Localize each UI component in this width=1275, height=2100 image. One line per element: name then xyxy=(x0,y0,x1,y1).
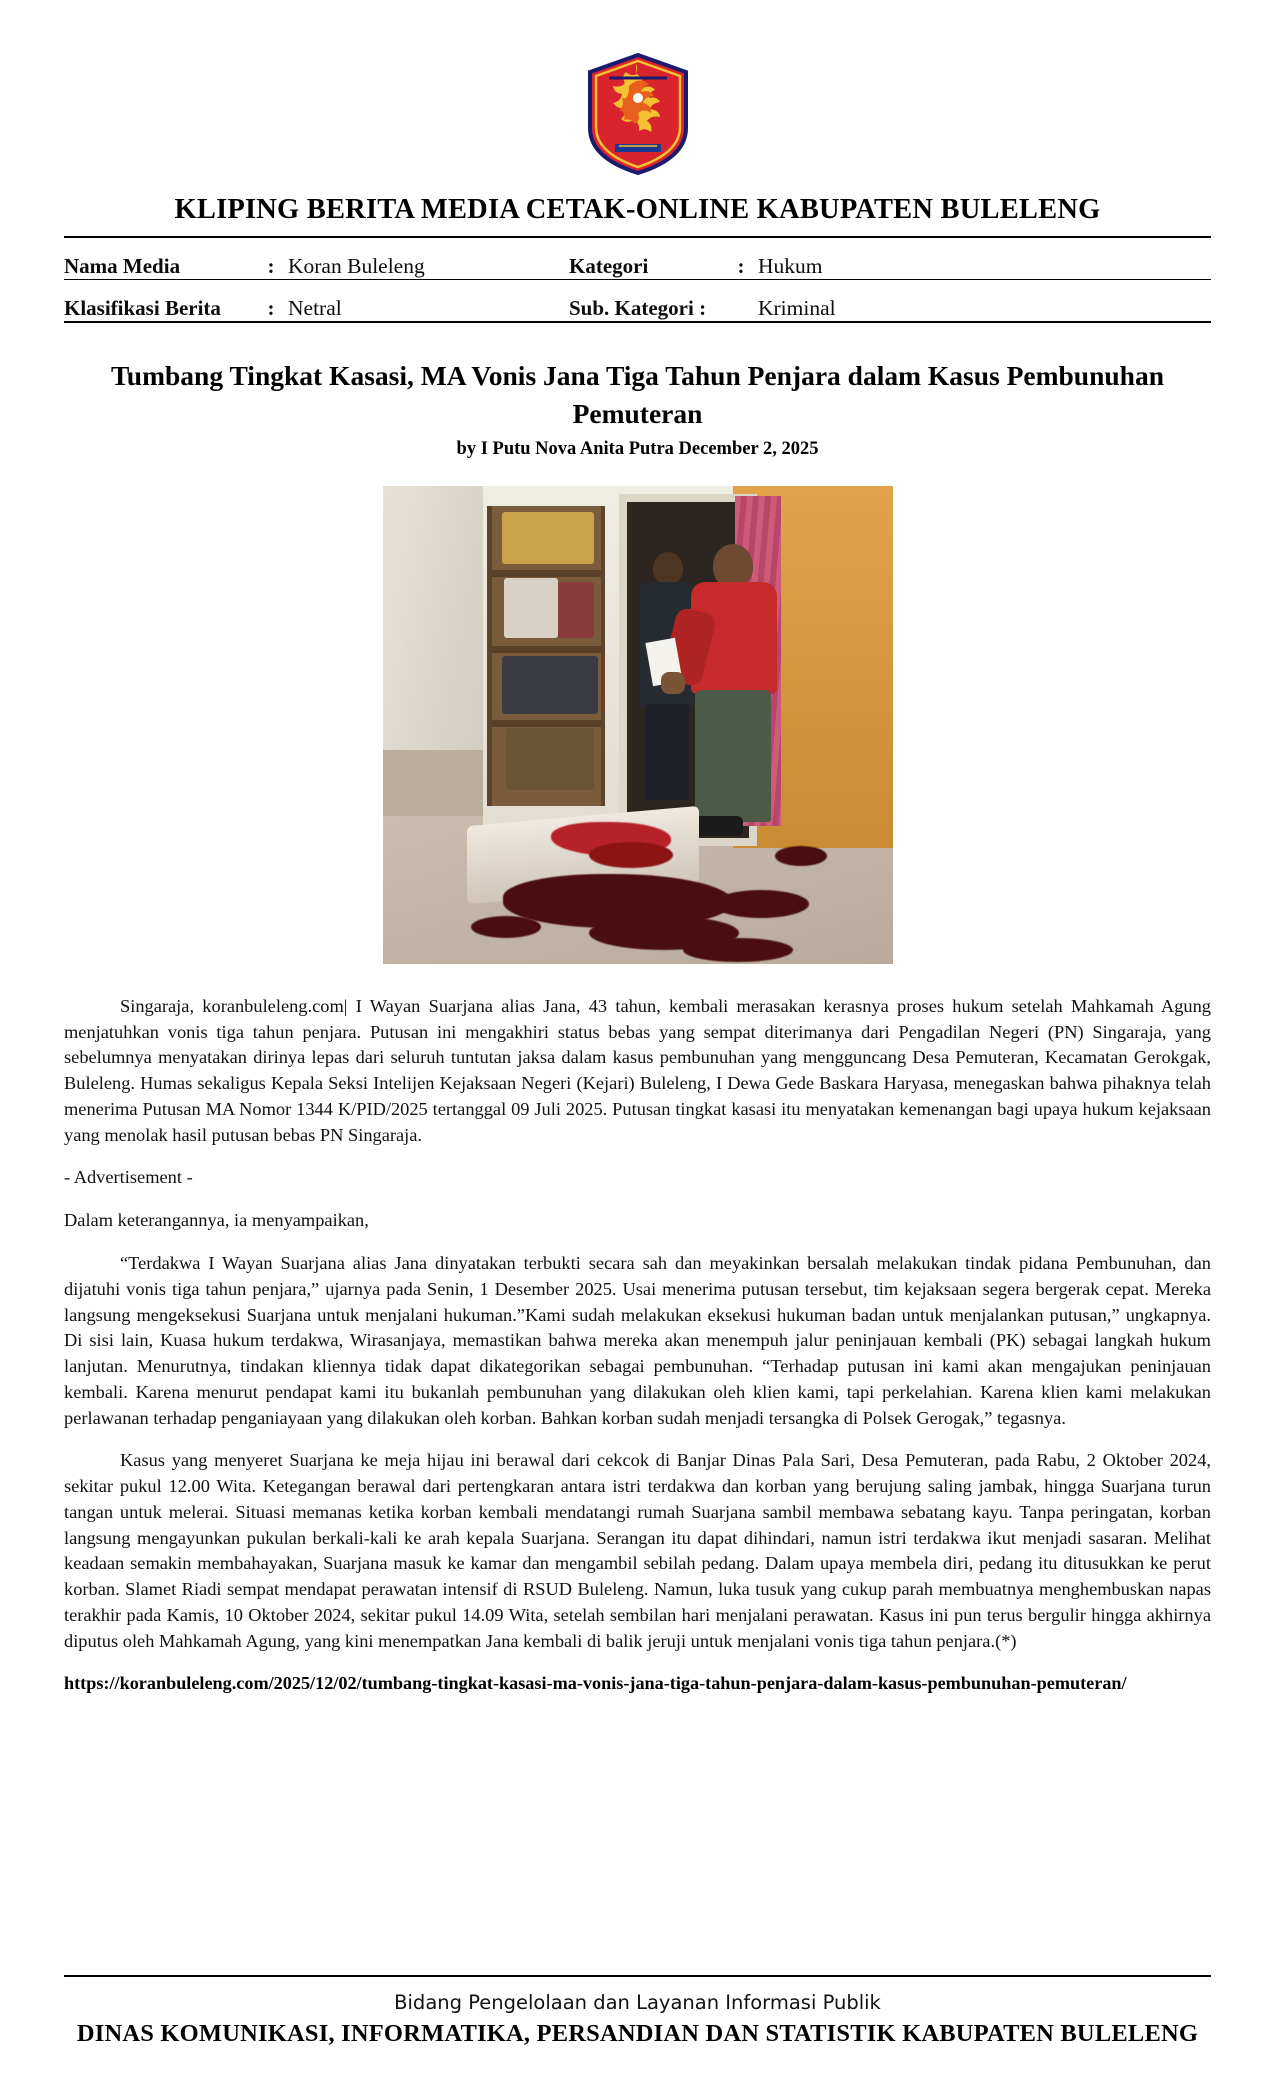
meta-nama-media xyxy=(64,254,569,279)
document-title: KLIPING BERITA MEDIA CETAK-ONLINE KABUPATEN BULELENG xyxy=(174,194,1101,225)
footer-line-1: Bidang Pengelolaan dan Layanan Informasi Publik xyxy=(394,1991,881,2014)
footer-rule xyxy=(64,1975,1211,1977)
source-url[interactable]: https://koranbuleleng.com/2025/12/02/tumbang-tingkat-kasasi-ma-vonis-jana-tiga-tahun-penjara-dalam-kasus-pembunuhan-pemuteran/ xyxy=(64,1673,1127,1694)
meta-value-klasifikasi: Netral xyxy=(288,296,342,320)
meta-label-sub-kategori: Sub. Kategori : xyxy=(569,296,707,320)
paragraph-1: Singaraja, koranbuleleng.com| I Wayan Suarjana alias Jana, 43 tahun, kembali merasakan kerasnya proses hukum setelah Mahkamah Agung menjatuhkan vonis tiga tahun penjara. Putusan ini mengakhiri status bebas yang sempat diterimanya dari Pengadilan Negeri (PN) Singaraja, yang sebelumnya menyatakan dirinya lepas dari seluruh tuntutan jaksa dalam kasus pembunuhan yang mengguncang Desa Pemuteran, Kecamatan Gerokgak, Buleleng. Humas sekaligus Kepala Seksi Intelijen Kejaksaan Negeri (Kejari) Buleleng, I Dewa Gede Baskara Haryasa, menegaskan bahwa pihaknya telah menerima Putusan MA Nomor 1344 K/PID/2025 tertanggal 09 Juli 2025. Putusan tingkat kasasi itu menyatakan kemenangan bagi upaya hukum kejaksaan yang menolak hasil putusan bebas PN Singaraja. xyxy=(64,995,1211,1145)
meta-colon: : xyxy=(267,296,275,320)
meta-value-nama-media: Koran Buleleng xyxy=(288,254,425,278)
article-headline: Tumbang Tingkat Kasasi, MA Vonis Jana Tiga Tahun Penjara dalam Kasus Pembunuhan Pemuteran xyxy=(110,360,1165,429)
footer-line-2: DINAS KOMUNIKASI, INFORMATIKA, PERSANDIAN DAN STATISTIK KABUPATEN BULELENG xyxy=(76,2020,1199,2047)
meta-rule-bottom xyxy=(64,321,1211,323)
meta-colon: : xyxy=(267,254,275,278)
article-byline: by I Putu Nova Anita Putra December 2, 2025 xyxy=(456,438,819,459)
advertisement-label: - Advertisement - xyxy=(64,1167,193,1188)
document-footer xyxy=(64,1975,1211,2048)
crime-scene-photo xyxy=(383,486,893,964)
meta-row-1 xyxy=(64,238,1211,279)
paragraph-2: Dalam keterangannya, ia menyampaikan, xyxy=(64,1210,369,1231)
meta-row-2 xyxy=(64,280,1211,321)
meta-kategori xyxy=(569,254,1211,279)
buleleng-regency-emblem-icon xyxy=(585,52,691,176)
paragraph-4: Kasus yang menyeret Suarjana ke meja hijau ini berawal dari cekcok di Banjar Dinas Pala Sari, Desa Pemuteran, pada Rabu, 2 Oktober 2024, sekitar pukul 12.00 Wita. Ketegangan berawal dari pertengkaran antara istri terdakwa dan korban yang berujung saling jambak, hingga Suarjana turun tangan untuk melerai. Situasi memanas ketika korban kembali mendatangi rumah Suarjana sambil membawa sebatang kayu. Tanpa peringatan, korban langsung mengayunkan pukulan berkali-kali ke arah kepala Suarjana. Serangan itu dapat dihindari, namun istri terdakwa ikut menjadi sasaran. Melihat keadaan semakin membahayakan, Suarjana masuk ke kamar dan mengambil sebilah pedang. Dalam upaya membela diri, pedang itu ditusukkan ke perut korban. Slamet Riadi sempat mendapat perawatan intensif di RSUD Buleleng. Namun, luka tusuk yang cukup parah membuatnya menghembuskan napas terakhir pada Kamis, 10 Oktober 2024, sekitar pukul 14.09 Wita, setelah sembilan hari menjalani perawatan. Kasus ini pun terus bergulir hingga akhirnya diputus oleh Mahkamah Agung, yang kini menempatkan Jana kembali di balik jeruji untuk menjalani vonis tiga tahun penjara.(*) xyxy=(64,1450,1211,1651)
meta-value-kategori: Hukum xyxy=(758,254,823,278)
meta-label-nama-media: Nama Media xyxy=(64,254,181,278)
wardrobe-shelf xyxy=(487,506,605,806)
meta-label-klasifikasi: Klasifikasi Berita xyxy=(64,296,221,320)
logo-container xyxy=(64,52,1211,176)
paragraph-3: “Terdakwa I Wayan Suarjana alias Jana dinyatakan terbukti secara sah dan meyakinkan bersalah melakukan tindak pidana Pembunuhan, dan dijatuhi vonis tiga tahun penjara,” ujarnya pada Senin, 1 Desember 2025. Usai menerima putusan tersebut, tim kejaksaan segera bergerak cepat. Mereka langsung mengeksekusi Suarjana untuk menjalani hukuman.”Kami sudah melakukan eksekusi hukuman badan untuk menjalankan putusan,” ungkapnya. Di sisi lain, Kuasa hukum terdakwa, Wirasanjaya, memastikan bahwa mereka akan menempuh jalur peninjauan kembali (PK) sebagai langkah hukum lanjutan. Menurutnya, tindakan kliennya tidak dapat dikategorikan sebagai pembunuhan. “Terhadap putusan ini kami akan mengajukan peninjauan kembali. Karena menurut pendapat kami itu bukanlah pembunuhan yang dilakukan oleh klien kami, tapi perkelahian. Karena klien kami melakukan perlawanan terhadap penganiayaan yang dilakukan oleh korban. Bahkan korban sudah menjadi tersangka di Polsek Gerogak,” tegasnya. xyxy=(64,1253,1211,1428)
meta-table xyxy=(64,238,1211,321)
meta-sub-kategori xyxy=(569,296,1211,321)
meta-value-sub-kategori: Kriminal xyxy=(758,296,836,320)
article-body xyxy=(64,994,1211,1697)
meta-klasifikasi-berita xyxy=(64,296,569,321)
meta-label-kategori: Kategori xyxy=(569,254,649,278)
investigator-red-shirt xyxy=(683,544,787,854)
article-photo xyxy=(383,486,893,964)
meta-colon: : xyxy=(737,254,745,278)
